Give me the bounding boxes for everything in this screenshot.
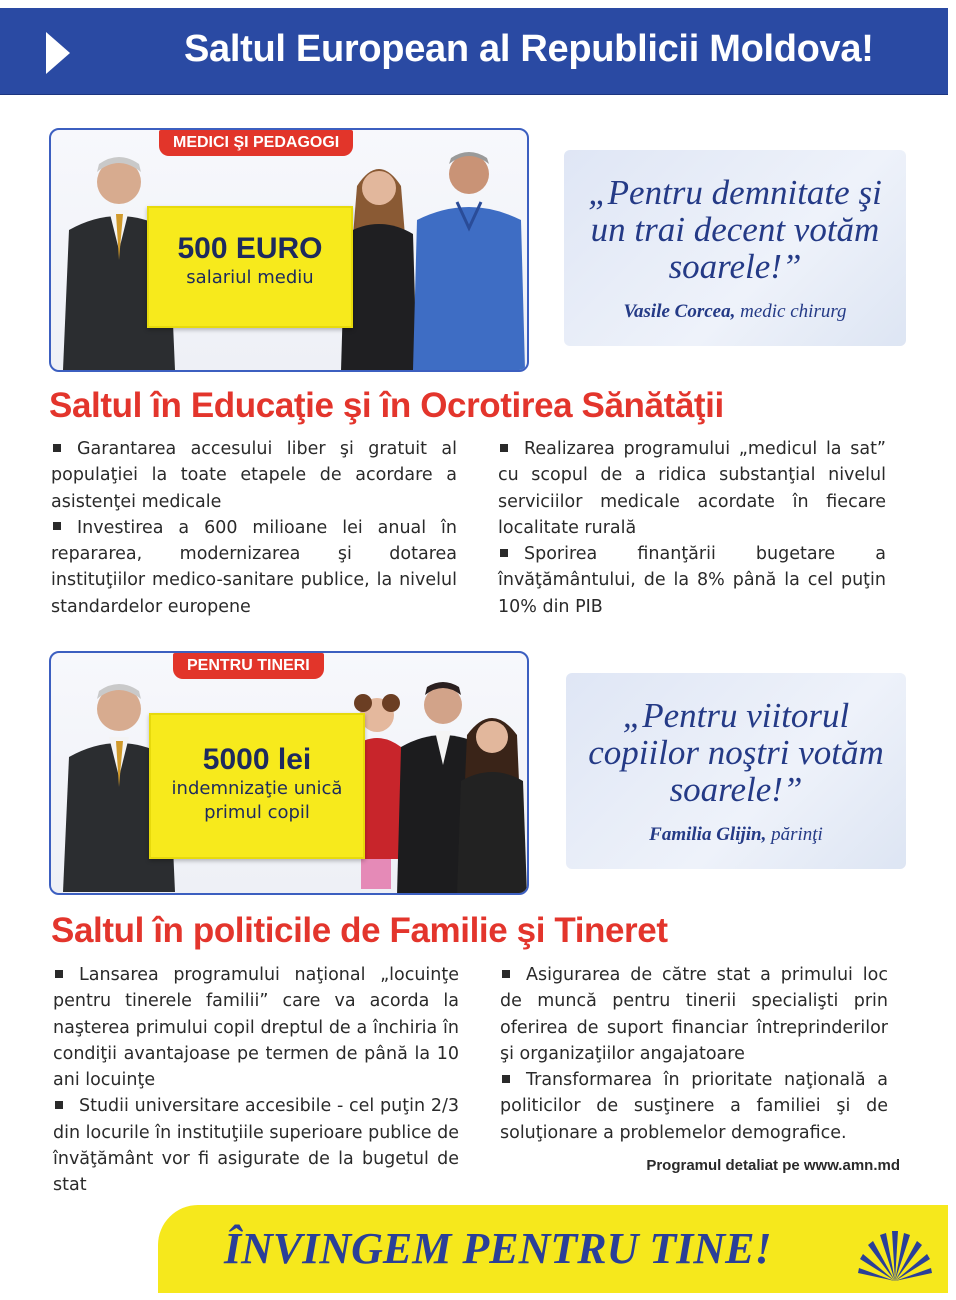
section1-left-column [51,436,457,620]
list-item: Investirea a 600 milioane lei anual în repararea, modernizarea şi dotarea instituţiilor medico-sanitare publice, la nivelul standardelor europene [51,517,457,617]
photo-young-family [49,651,529,895]
list-item: Asigurarea de către stat a primului loc de muncă pentru tinerii specialişti prin oferirea de suport financiar întreprinderilor şi organizaţiilor angajatoare [500,965,888,1064]
mother-figure [457,705,527,895]
sign-subtitle: primul copil [204,802,310,823]
photo-tag: PENTRU TINERI [173,653,324,679]
sign-amount: 500 EURO [177,232,323,265]
quote-author [564,301,906,323]
quote-author [566,824,906,846]
bullet-icon [55,970,63,978]
sign-subtitle: salariul mediu [186,267,314,288]
salary-sign [147,206,353,328]
list-item: Garantarea accesului liber şi gratuit al populaţiei la toate etapele de acordare a asistenţei medicale [51,439,457,512]
section1-right-column [498,436,886,620]
play-arrow-icon [46,32,70,74]
sign-subtitle: indemnizaţie unică [171,778,343,799]
sun-logo-icon [858,1213,932,1285]
bullet-icon [502,970,510,978]
list-item: Realizarea programului „medicul la sat” cu scopul de a ridica substanţial nivelul serviciilor medicale acordate în fiecare localitate rurală [498,439,886,538]
quote-box-doctor [564,150,906,346]
author-role: părinţi [771,824,823,845]
bullet-icon [500,549,508,557]
footer-banner [158,1205,948,1293]
photo-tag: MEDICI ŞI PEDAGOGI [159,130,353,156]
sign-amount: 5000 lei [202,743,312,776]
section-title-family-youth: Saltul în politicile de Familie şi Tineret [51,911,668,950]
allowance-sign [149,713,365,859]
author-name: Familia Glijin, [649,824,767,845]
header-title: Saltul European al Republicii Moldova! [184,28,874,70]
footer-slogan: ÎNVINGEM PENTRU TINE! [224,1224,772,1273]
bullet-icon [55,1101,63,1109]
list-item: Studii universitare accesibile - cel puţin 2/3 din locurile în instituţiile superioare publice de învăţământ vor fi asigurate de la bugetul de stat [53,1096,459,1196]
doctor-figure [411,148,526,370]
bullet-icon [502,1075,510,1083]
list-item: Transformarea în prioritate naţională a politicilor de susţinere a familiei şi de soluţionare a problemelor demografice. [500,1070,888,1143]
header-banner [0,8,948,95]
list-item: Sporirea finanţării bugetare a învăţământului, de la 8% până la cel puţin 10% din PIB [498,544,886,617]
quote-box-family [566,673,906,869]
bullet-icon [500,444,508,452]
quote-text: „Pentru demnitate şi un trai decent votăm soarele!” [588,173,882,286]
list-item: Lansarea programului naţional „locuinţe pentru tinerele familii” care va acorda la naşterea primului copil dreptul de a închiria în condiţii avantajoase pe termen de până la 10 ani locuinţe [53,965,459,1091]
author-name: Vasile Corcea, [623,301,736,322]
program-link-note: Programul detaliat pe www.amn.md [646,1157,900,1174]
section2-right-column [500,962,888,1146]
bullet-icon [53,444,61,452]
bullet-icon [53,522,61,530]
section2-left-column [53,962,459,1199]
section-title-education-health: Saltul în Educaţie şi în Ocrotirea Sănătăţii [49,386,724,425]
quote-text: „Pentru viitorul copiilor noştri votăm soarele!” [588,696,884,809]
author-role: medic chirurg [740,301,847,322]
photo-doctors-teachers [49,128,529,372]
